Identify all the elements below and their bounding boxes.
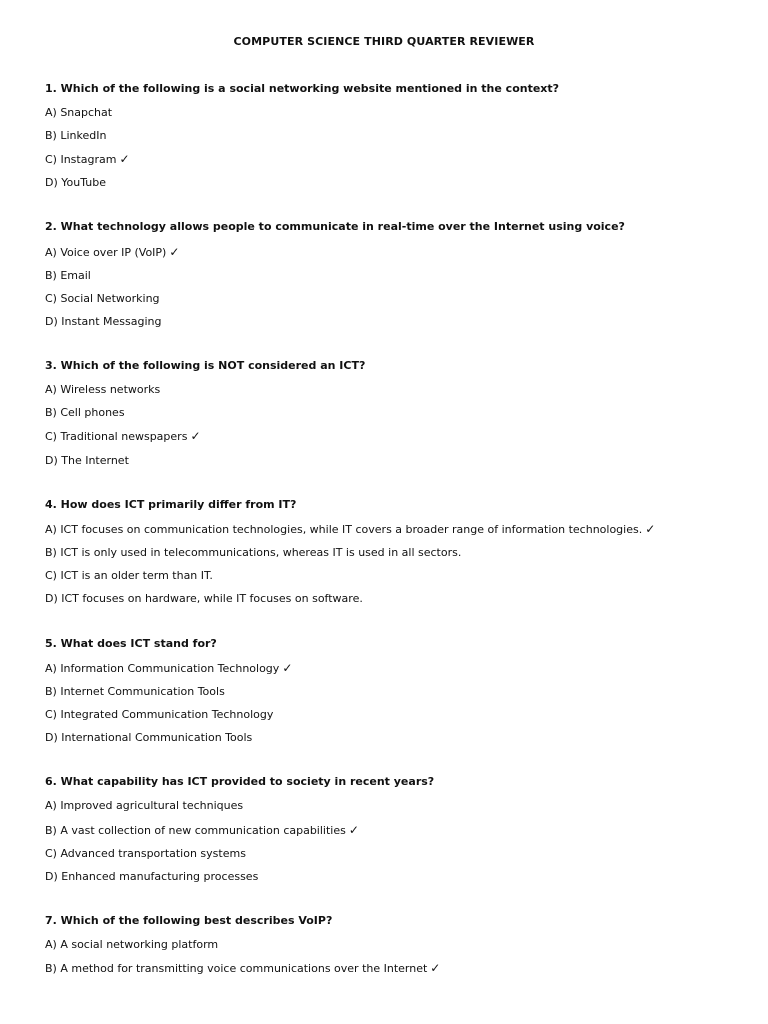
- option-text: C) ICT is an older term than IT.: [45, 569, 213, 582]
- option-text: B) Internet Communication Tools: [45, 685, 225, 698]
- option-2c: [45, 291, 745, 306]
- option-5d: [45, 730, 745, 745]
- option-4a: [45, 522, 745, 537]
- option-5b: [45, 684, 745, 699]
- option-text: A) Voice over IP (VoIP): [45, 246, 167, 259]
- question-4: 4. How does ICT primarily differ from IT?: [45, 498, 297, 511]
- option-text: C) Instagram: [45, 153, 117, 166]
- option-3c: [45, 429, 745, 444]
- option-2d: [45, 314, 745, 329]
- option-7b: [45, 961, 745, 976]
- option-text: A) Information Communication Technology: [45, 662, 280, 675]
- check-icon: ✓: [282, 661, 293, 675]
- option-2a: [45, 245, 745, 260]
- document-title: COMPUTER SCIENCE THIRD QUARTER REVIEWER: [233, 35, 535, 48]
- option-6a: [45, 798, 745, 813]
- option-7a: [45, 937, 745, 952]
- check-icon: ✓: [190, 429, 201, 443]
- option-text: D) Enhanced manufacturing processes: [45, 870, 259, 883]
- question-7: 7. Which of the following best describes VoIP?: [45, 914, 333, 927]
- option-6c: [45, 846, 745, 861]
- option-text: B) A vast collection of new communication capabilities: [45, 824, 346, 837]
- option-3d: [45, 453, 745, 468]
- question-2: 2. What technology allows people to communicate in real-time over the Internet using voice?: [45, 220, 625, 233]
- option-4d: [45, 591, 745, 606]
- option-5a: [45, 661, 745, 676]
- question-1: 1. Which of the following is a social networking website mentioned in the context?: [45, 82, 560, 95]
- question-6: 6. What capability has ICT provided to society in recent years?: [45, 775, 435, 788]
- option-text: B) Cell phones: [45, 406, 125, 419]
- option-3a: [45, 382, 745, 397]
- option-text: A) ICT focuses on communication technologies, while IT covers a broader range of information technologies.: [45, 523, 643, 536]
- option-5c: [45, 707, 745, 722]
- check-icon: ✓: [119, 152, 130, 166]
- option-text: D) YouTube: [45, 176, 106, 189]
- option-text: A) A social networking platform: [45, 938, 219, 951]
- check-icon: ✓: [645, 522, 656, 536]
- option-text: C) Traditional newspapers: [45, 430, 188, 443]
- option-text: B) A method for transmitting voice communications over the Internet: [45, 962, 428, 975]
- question-3: 3. Which of the following is NOT considered an ICT?: [45, 359, 366, 372]
- check-icon: ✓: [348, 823, 359, 837]
- option-1a: [45, 105, 745, 120]
- option-text: B) LinkedIn: [45, 129, 107, 142]
- option-2b: [45, 268, 745, 283]
- option-3b: [45, 405, 745, 420]
- option-text: A) Improved agricultural techniques: [45, 799, 244, 812]
- question-5: 5. What does ICT stand for?: [45, 637, 217, 650]
- option-text: C) Social Networking: [45, 292, 160, 305]
- check-icon: ✓: [169, 245, 180, 259]
- option-1b: [45, 128, 745, 143]
- option-text: D) ICT focuses on hardware, while IT focuses on software.: [45, 592, 363, 605]
- option-text: A) Snapchat: [45, 106, 113, 119]
- option-text: B) Email: [45, 269, 91, 282]
- option-text: B) ICT is only used in telecommunications, whereas IT is used in all sectors.: [45, 546, 462, 559]
- option-text: C) Advanced transportation systems: [45, 847, 246, 860]
- option-text: D) The Internet: [45, 454, 129, 467]
- option-text: D) International Communication Tools: [45, 731, 253, 744]
- option-6b: [45, 823, 745, 838]
- option-4c: [45, 568, 745, 583]
- option-4b: [45, 545, 745, 560]
- option-1d: [45, 175, 745, 190]
- check-icon: ✓: [430, 961, 441, 975]
- option-1c: [45, 152, 745, 167]
- option-text: C) Integrated Communication Technology: [45, 708, 274, 721]
- option-text: D) Instant Messaging: [45, 315, 162, 328]
- option-text: A) Wireless networks: [45, 383, 161, 396]
- option-6d: [45, 869, 745, 884]
